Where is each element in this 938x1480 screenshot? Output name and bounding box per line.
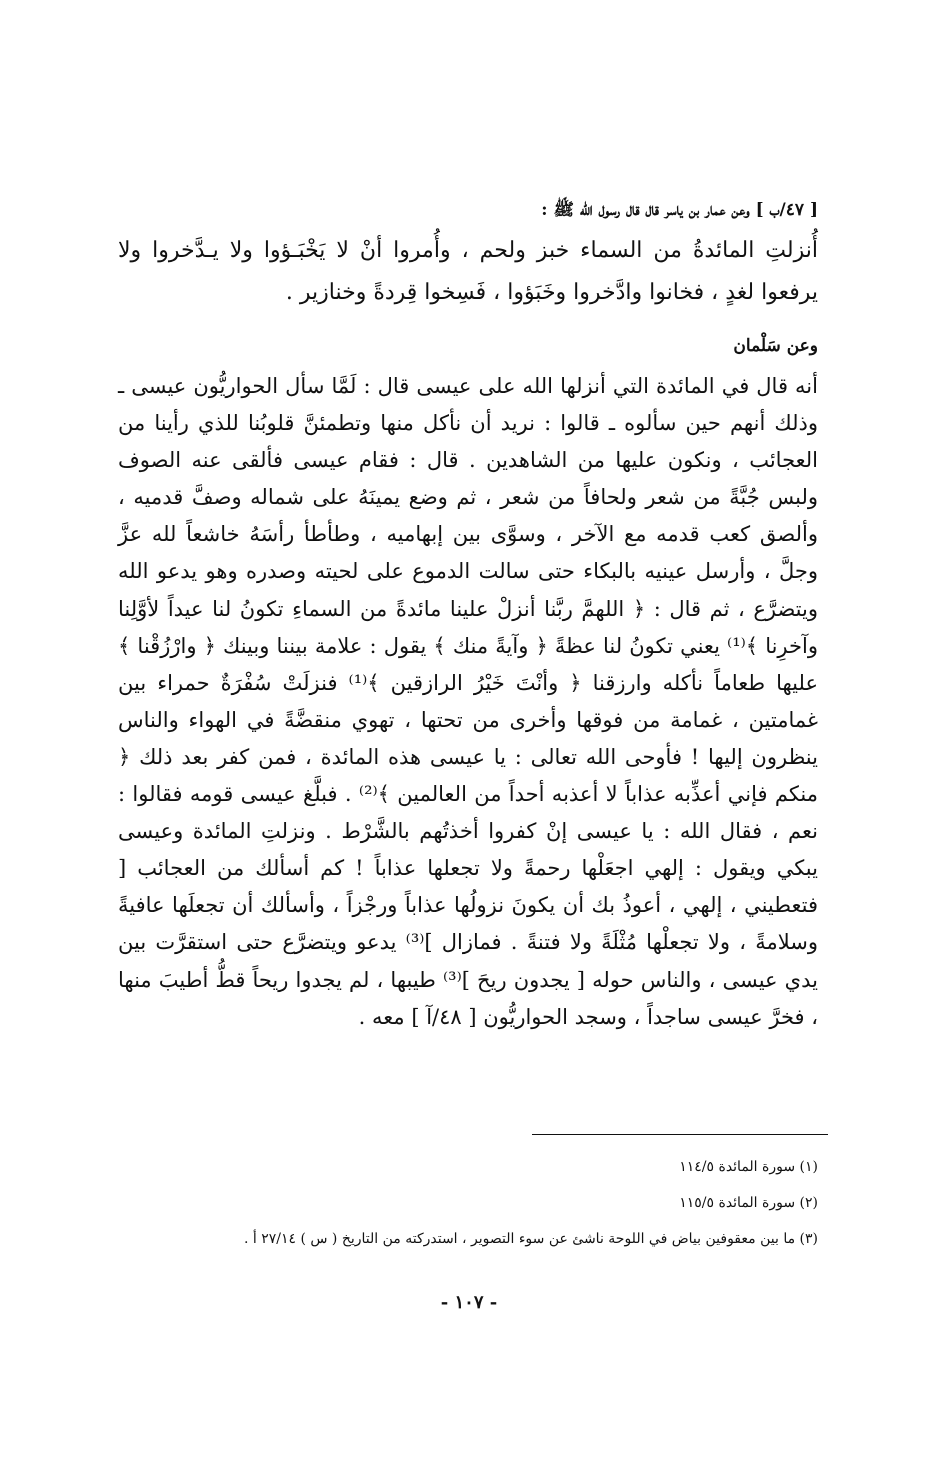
footnote-divider — [532, 1134, 828, 1135]
footnote-2: (٢) سورة المائدة ١١٥/٥ — [679, 1195, 818, 1211]
narration-subheading: وعن سَلْمان — [733, 336, 818, 356]
footnote-3: (٣) ما بين معقوفين بياض في اللوحة ناشئ عن سوء التصوير ، استدركته من التاريخ ( س ) ٢٧/١٤ أ . — [243, 1231, 818, 1247]
hadith-paragraph-1: أُنزلتِ المائدةُ من السماء خبز ولحم ، وأُمروا أنْ لا يَخْبَـؤوا ولا يـدَّخروا ولا يرفعوا لغدٍ ، فخانوا وادَّخروا وخَبَؤوا ، فَسِخوا قِردةً وخنازير . — [118, 238, 818, 305]
footnote-1: (١) سورة المائدة ١١٤/٥ — [679, 1159, 818, 1175]
page-number: - ١٠٧ - — [440, 1292, 498, 1313]
hadith-paragraph-2: أنه قال في المائدة التي أنزلها الله على عيسى قال : لَمَّا سأل الحواريُّون عيسى ـ وذلك أنهم حين سألوه ـ قالوا : نريد أن نأكل منها وتطمئنَّ قلوبُنا للذي رأينا من العجائب ، ونكون عليها من الشاهدين . قال : فقام عيسى فألقى عنه الصوف ولبس جُبَّةً من شعر ولحافاً من شعر ، ثم وضع يمينَهُ على شماله وصفَّ قدميه ، وألصق كعب قدمه مع الآخر ، وسوَّى بين إبهاميه ، وطأطأ رأسَهُ خاشعاً لله عزَّ وجلَّ ، وأرسل عينيه بالبكاء حتى سالت الدموع على لحيته وصدره وهو يدعو الله ويتضرَّع ، ثم قال : ﴿ اللهمَّ ربَّنا أنزلْ علينا مائدةً من السماءِ تكونُ لنا عيداً لأوَّلِنا وآخرِنا ﴾⁽¹⁾ يعني تكونُ لنا عظةً ﴿ وآيةً منك ﴾ يقول : علامة بيننا وبينك ﴿ وارْزُقْنا ﴾ عليها طعاماً نأكله وارزقنا ﴿ وأنْتَ خَيْرُ الرازقين ﴾⁽¹⁾ فنزلَتْ سُفْرَةٌ حمراء بين غمامتين ، غمامة من فوقها وأخرى من تحتها ، تهوي منقضَّةً في الهواء والناس ينظرون إليها ! فأوحى الله تعالى : يا عيسى هذه المائدة ، فمن كفر بعد ذلك ﴿ منكم فإني أعذِّبه عذاباً لا أعذبه أحداً من العالمين ﴾⁽²⁾ . فبلَّغ عيسى قومه فقالوا : نعم ، فقال الله : يا عيسى إنْ كفروا أخذتُهم بالشَّرْط . ونزلتِ المائدة وعيسى يبكي ويقول : إلهي اجعَلْها رحمةً ولا تجعلها عذاباً ! كم أسألك من العجائب [ فتعطيني ، إلهي ، أعوذُ بك أن يكونَ نزولُها عذاباً ورجْزاً ، وأسألك أن تجعلَها عافيةً وسلامةً ، ولا تجعلْها مُثْلَةً ولا فتنةً . فمازال ]⁽³⁾ يدعو ويتضرَّع حتى استقرَّت بين يدي عيسى ، والناس حوله [ يجدون ريحَ ]⁽³⁾ طيبها ، لم يجدوا ريحاً قطُّ أطيبَ منها ، فخرَّ عيسى ساجداً ، وسجد الحواريُّون [ ٤٨/آ ] معه . — [118, 374, 819, 1029]
narration-header: [ ٤٧/ب ] وعن عمار بن ياسر قال قال رسول الله ﷺ : — [541, 200, 818, 220]
footnotes-section — [118, 1152, 818, 1260]
